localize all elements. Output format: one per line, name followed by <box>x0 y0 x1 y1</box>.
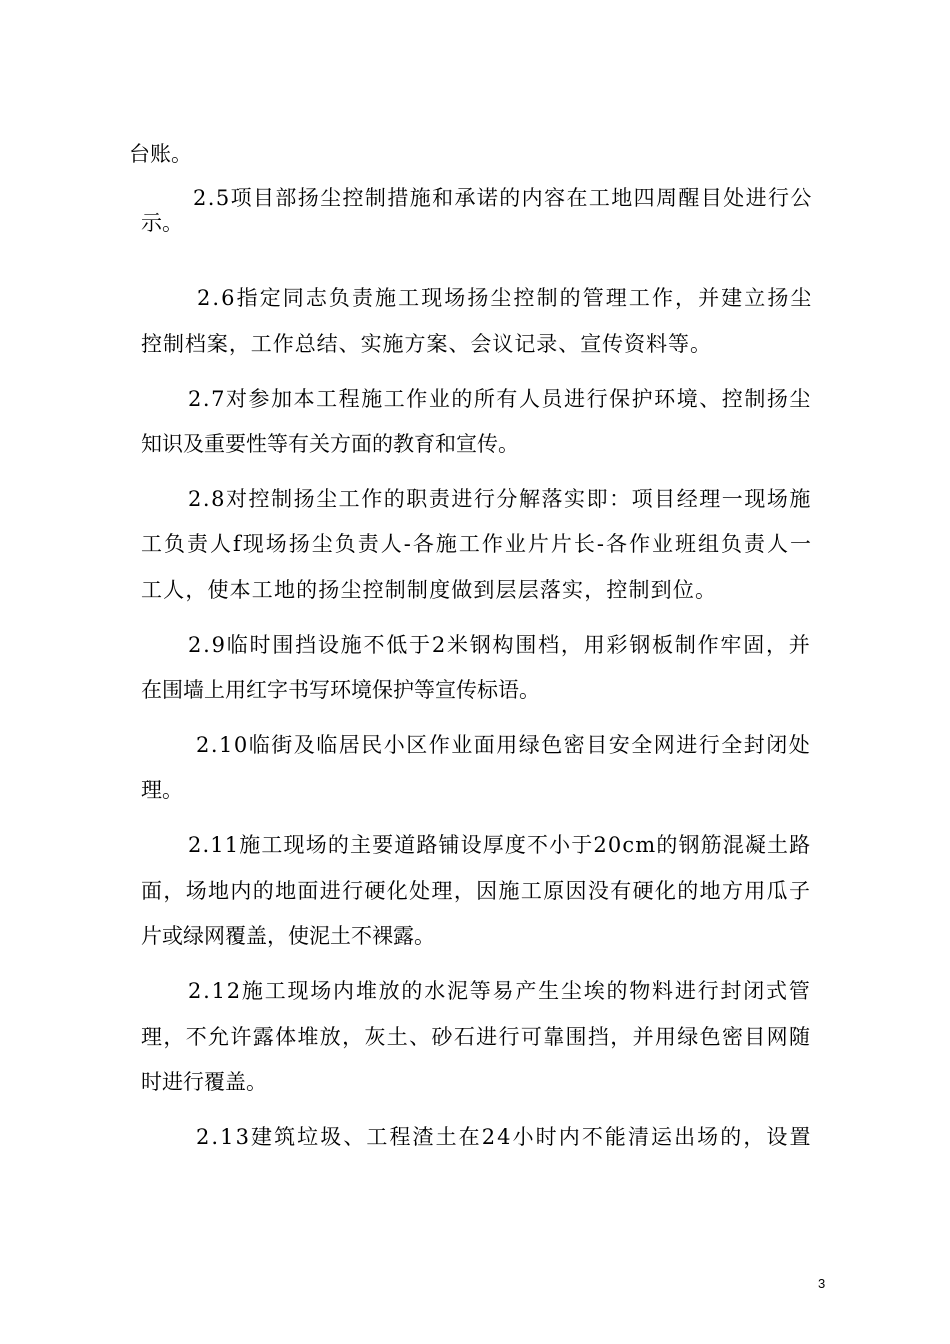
text-line: 台账。 <box>129 142 192 166</box>
text-line: 片或绿网覆盖，使泥土不裸露。 <box>141 924 435 948</box>
text-line: 示。 <box>141 211 183 235</box>
text-line: 时进行覆盖。 <box>141 1070 267 1094</box>
text-line: 2.13建筑垃圾、工程渣土在24小时内不能清运出场的，设置 <box>196 1125 813 1149</box>
text-line: 2.7对参加本工程施工作业的所有人员进行保护环境、控制扬尘 <box>188 387 812 411</box>
text-line: 理。 <box>141 778 183 802</box>
text-line: 理，不允许露体堆放，灰土、砂石进行可靠围挡，并用绿色密目网随 <box>141 1025 812 1049</box>
text-line: 面，场地内的地面进行硬化处理，因施工原因没有硬化的地方用瓜子 <box>141 879 812 903</box>
text-line: 2.12施工现场内堆放的水泥等易产生尘埃的物料进行封闭式管 <box>188 979 812 1003</box>
text-line: 在围墙上用红字书写环境保护等宣传标语。 <box>141 678 540 702</box>
text-line: 2.9临时围挡设施不低于2米钢构围档，用彩钢板制作牢固，并 <box>188 633 812 657</box>
text-line: 工人，使本工地的扬尘控制制度做到层层落实，控制到位。 <box>141 578 718 602</box>
text-line: 控制档案，工作总结、实施方案、会议记录、宣传资料等。 <box>141 332 712 356</box>
text-line: 2.5项目部扬尘控制措施和承诺的内容在工地四周醒目处进行公 <box>193 186 813 210</box>
text-line: 2.11施工现场的主要道路铺设厚度不小于20cm的钢筋混凝土路 <box>188 833 812 857</box>
text-line: 2.6指定同志负责施工现场扬尘控制的管理工作，并建立扬尘 <box>197 286 814 310</box>
text-line: 知识及重要性等有关方面的教育和宣传。 <box>141 432 519 456</box>
text-line: 2.10临街及临居民小区作业面用绿色密目安全网进行全封闭处 <box>196 733 812 757</box>
text-line: 2.8对控制扬尘工作的职责进行分解落实即：项目经理一现场施 <box>188 487 812 511</box>
page-number: 3 <box>818 1276 826 1291</box>
text-line: 工负责人f现场扬尘负责人-各施工作业片片长-各作业班组负责人一 <box>141 532 813 556</box>
